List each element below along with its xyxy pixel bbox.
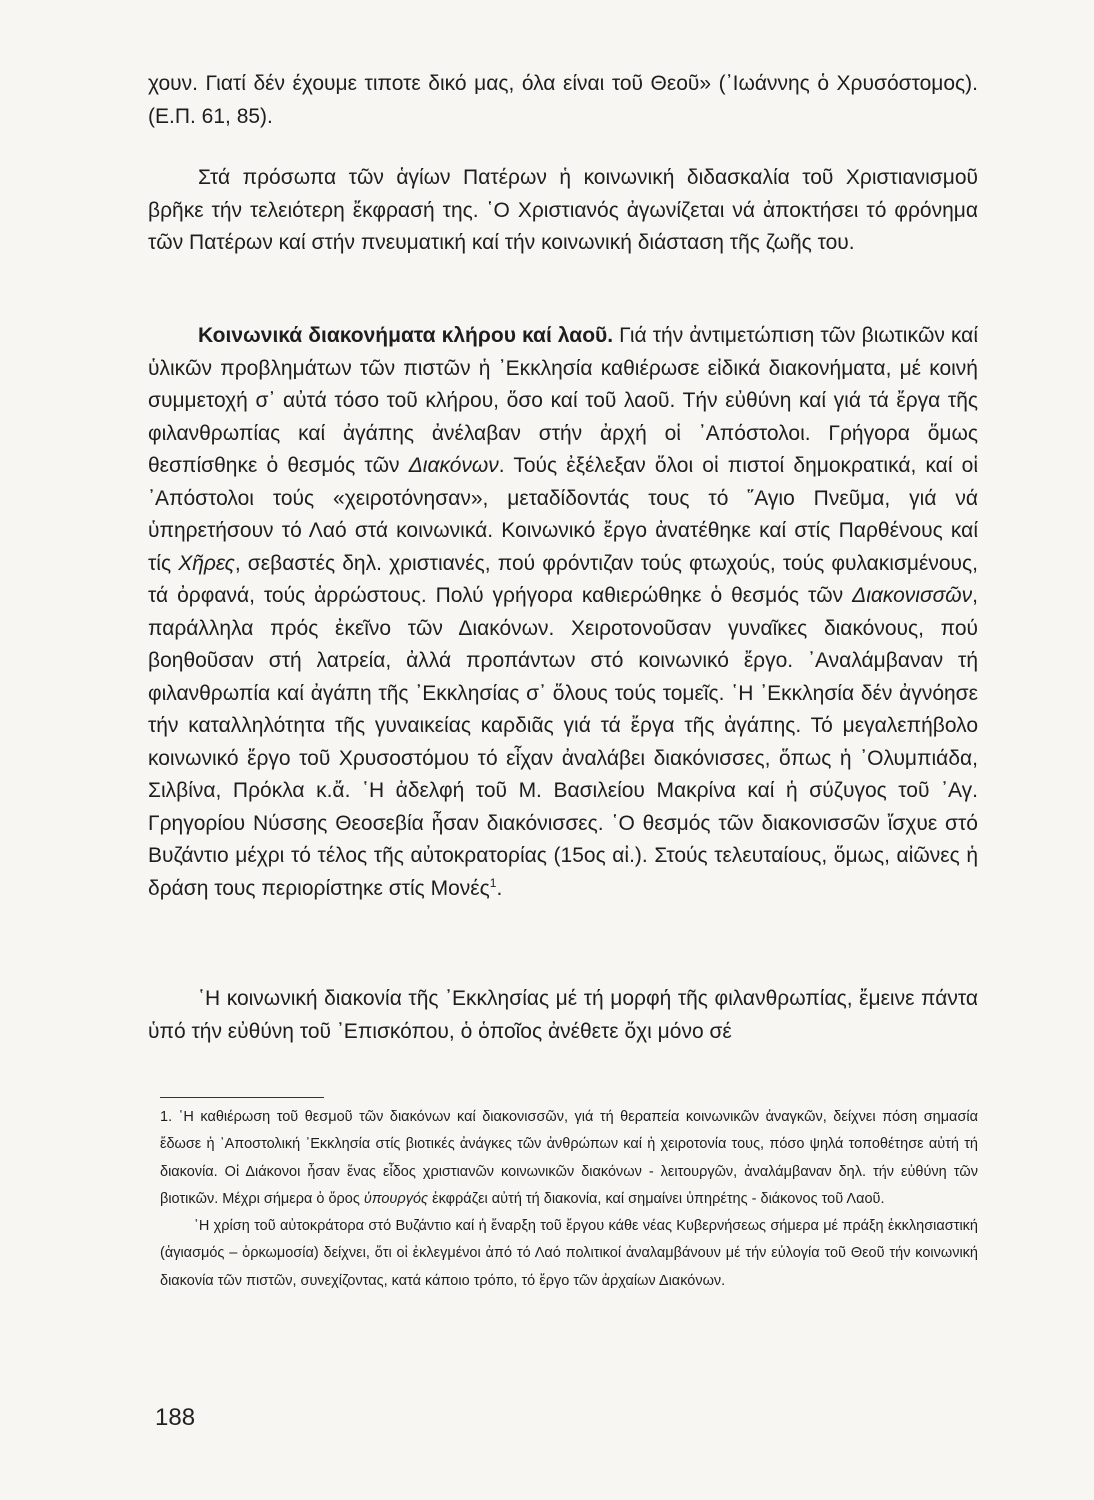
- paragraph-2-part-d: , παράλληλα πρός ἐκεῖνο τῶν Διακόνων. Χειροτονοῦσαν γυναῖκες διακόνους, πού βοηθοῦσαν στή λατρεία, ἀλλά προπάντων στό κοινωνικό ἔργο. ᾿Αναλάμβαναν τή φιλανθρωπία καί ἀγάπη τῆς ᾿Εκκλησίας σ᾿ ὅλους τούς τομεῖς. ῾Η ᾿Εκκλησία δέν ἀγνόησε τήν καταλληλότητα τῆς γυναικείας καρδιᾶς γιά τά ἔργα τῆς ἀγάπης. Τό μεγαλεπήβολο κοινωνικό ἔργο τοῦ Χρυσοστόμου τό εἶχαν ἀναλάβει διακόνισσες, ὅπως ἡ ᾿Ολυμπιάδα, Σιλβίνα, Πρόκλα κ.ἄ. ῾Η ἀδελφή τοῦ Μ. Βασιλείου Μακρίνα καί ἡ σύζυγος τοῦ ᾿Αγ. Γρηγορίου Νύσσης Θεοσεβία ἦσαν διακόνισσες. ῾Ο θεσμός τῶν διακονισσῶν ἴσχυε στό Βυζάντιο μέχρι τό τέλος τῆς αὐτοκρατορίας (15ος αἰ.). Στούς τελευταίους, ὅμως, αἰῶνες ἡ δράση τους περιορίστηκε στίς Μονές: [148, 584, 978, 900]
- footnotes: [160, 1104, 978, 1295]
- paragraph-2-part-e: .: [496, 876, 503, 900]
- intro-paragraph: [148, 68, 978, 133]
- footnote-reference[interactable]: 1: [489, 875, 497, 890]
- paragraph-1-text: Στά πρόσωπα τῶν ἁγίων Πατέρων ἡ κοινωνική διδασκαλία τοῦ Χριστιανισμοῦ βρῆκε τήν τελειότερη ἔκφρασή της. ῾Ο Χριστιανός ἀγωνίζεται νά ἀποκτήσει τό φρόνημα τῶν Πατέρων καί στήν πνευματική καί τήν κοινωνική διάσταση τῆς ζωῆς του.: [148, 166, 978, 254]
- footnote-1: [160, 1104, 978, 1213]
- paragraph-3: [148, 983, 978, 1048]
- intro-text: χουν. Γιατί δέν έχουμε τιποτε δικό μας, όλα είναι τοῦ Θεοῦ» (᾿Ιωάννης ὁ Χρυσόστομος). (Ε.Π. 61, 85).: [148, 72, 978, 128]
- paragraph-2-part-b: . Τούς ἐξέλεξαν ὅλοι οἱ πιστοί δημοκρατικά, καί οἱ ᾿Απόστολοι τούς «χειροτόνησαν», μεταδίδοντάς τους τό ῞Αγιο Πνεῦμα, γιά νά ὑπηρετήσουν τό Λαό στά κοινωνικά. Κοινωνικό ἔργο ἀνατέθηκε καί στίς Παρθένους καί τίς: [148, 454, 978, 575]
- footnote-1-part-b: ἐκφράζει αὐτή τή διακονία, καί σημαίνει ὑπηρέτης - διάκονος τοῦ Λαοῦ.: [428, 1190, 885, 1207]
- paragraph-2-part-c: , σεβαστές δηλ. χριστιανές, πού φρόντιζαν τούς φτωχούς, τούς φυλακισμένους, τά ὀρφανά, τούς ἀρρώστους. Πολύ γρήγορα καθιερώθηκε ὁ θεσμός τῶν: [148, 551, 978, 607]
- page-number: 188: [155, 1404, 196, 1431]
- italic-chires: Χῆρες: [178, 551, 235, 575]
- paragraph-3-text: ῾Η κοινωνική διακονία τῆς ᾿Εκκλησίας μέ τή μορφή τῆς φιλανθρωπίας, ἔμεινε πάντα ὑπό τήν εὐθύνη τοῦ ᾿Επισκόπου, ὁ ὁποῖος ἀνέθετε ὄχι μόνο σέ: [148, 987, 978, 1043]
- paragraph-2-text: [148, 320, 978, 905]
- section-heading: Κοινωνικά διακονήματα κλήρου καί λαοῦ.: [198, 324, 614, 347]
- footnote-1-part-a: 1. ῾Η καθιέρωση τοῦ θεσμοῦ τῶν διακόνων καί διακονισσῶν, γιά τή θεραπεία κοινωνικῶν ἀναγκῶν, δείχνει πόση σημασία ἔδωσε ἡ ᾿Αποστολική ᾿Εκκλησία στίς βιοτικές ἀνάγκες τῶν ἀνθρώπων καί ἡ χειροτονία τους, πόσο ψηλά τοποθέτησε αὐτή τή διακονία. Οἱ Διάκονοι ἦσαν ἕνας εἶδος χριστιανῶν κοινωνικῶν διακόνων - λειτουργῶν, ἀναλάμβαναν δηλ. τήν εὐθύνη τῶν βιοτικῶν. Μέχρι σήμερα ὁ ὅρος: [160, 1109, 978, 1207]
- paragraph-1: [148, 162, 978, 260]
- footnote-1-italic: ὑπουργός: [363, 1190, 429, 1207]
- footnote-divider: [160, 1097, 324, 1098]
- footnote-2: ῾Η χρίση τοῦ αὐτοκράτορα στό Βυζάντιο καί ἡ ἔναρξη τοῦ ἔργου κάθε νέας Κυβερνήσεως σήμερα μέ πράξη ἐκκλησιαστική (ἁγιασμός – ὁρκωμοσία) δείχνει, ὅτι οἱ ἐκλεγμένοι ἀπό τό Λαό πολιτικοί ἀναλαμβάνουν μέ τήν εὐλογία τοῦ Θεοῦ τήν κοινωνική διακονία τῶν πιστῶν, συνεχίζοντας, κατά κάποιο τρόπο, τό ἔργο τῶν ἀρχαίων Διακόνων.: [160, 1218, 978, 1289]
- italic-diakonisson: Διακονισσῶν: [852, 584, 973, 607]
- paragraph-2: [148, 320, 978, 905]
- italic-diakonon: Διακόνων: [408, 454, 499, 477]
- paragraph-2-part-a: Γιά τήν ἀντιμετώπιση τῶν βιωτικῶν καί ὑλικῶν προβλημάτων τῶν πιστῶν ἡ ᾿Εκκλησία καθιέρωσε εἰδικά διακονήματα, μέ κοινή συμμετοχή σ᾿ αὐτά τόσο τοῦ κλήρου, ὅσο καί τοῦ λαοῦ. Τήν εὐθύνη καί γιά τά ἔργα τῆς φιλανθρωπίας καί ἀγάπης ἀνέλαβαν στήν ἀρχή οἱ ᾿Απόστολοι. Γρήγορα ὅμως θεσπίσθηκε ὁ θεσμός τῶν: [148, 324, 978, 477]
